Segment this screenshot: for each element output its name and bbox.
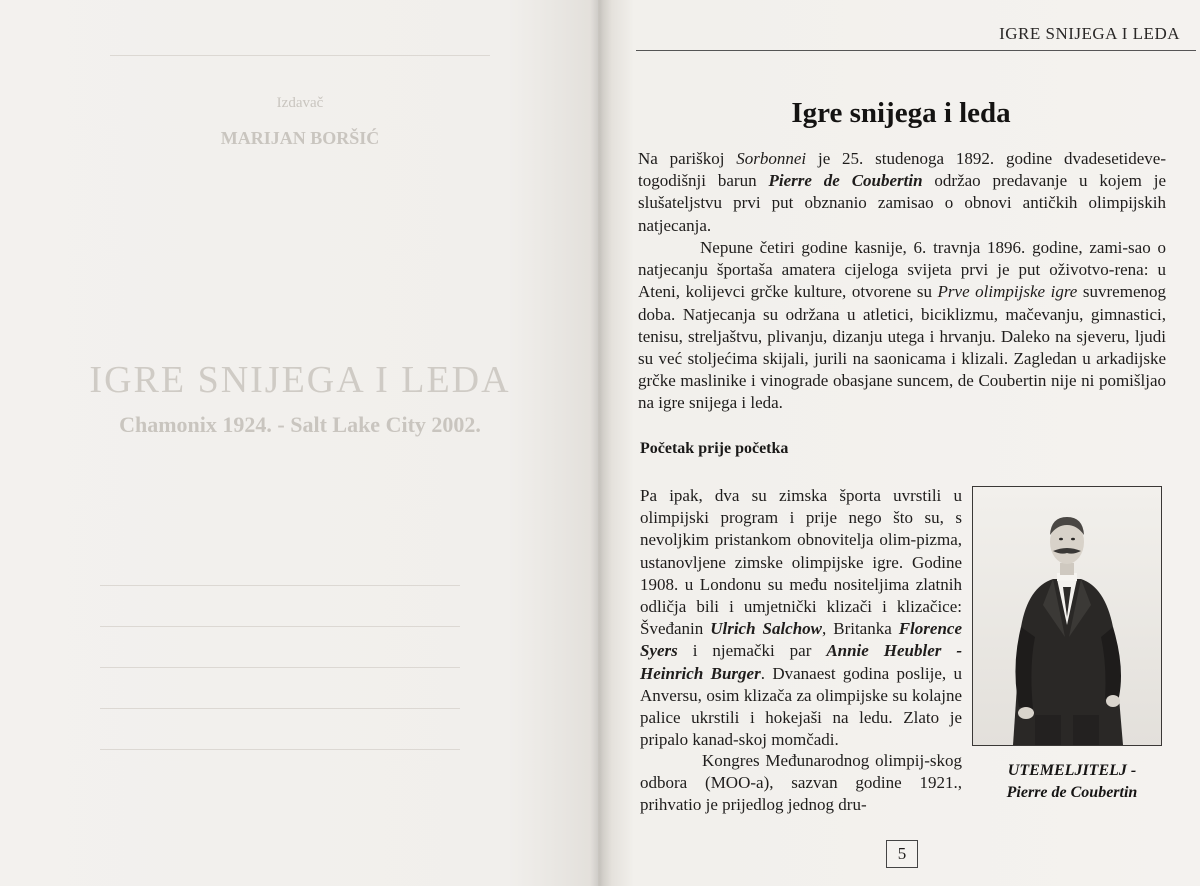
left-ghost-lines — [110, 45, 490, 56]
book-gutter — [590, 0, 612, 886]
photo-caption — [972, 760, 1172, 804]
p3-text-g: . Dvanaest godina poslije, u Anversu, osim klizača za olimpijske su kolajne palice ukrstili i hokejaši na ledu. Zlato je pripalo kanad-skoj momčadi. — [640, 663, 962, 750]
header-rule — [636, 50, 1196, 51]
paragraph-3 — [640, 485, 962, 751]
left-author: MARIJAN BORŠIĆ — [220, 128, 380, 148]
left-book-title: IGRE SNIJEGA I LEDA — [89, 359, 511, 401]
p2-text-a: Nepune četiri godine kasnije, 6. travnja 1896. godine, zami-sao o natjecanju športaša amatera cijeloga svijeta prvi je put oživotvo-rena: u Ateni, kolijevci grčke kulture, otvorene su — [638, 238, 1166, 302]
p2-text-c: suvremenog doba. Natjecanja su održana u atletici, biciklizmu, mačevanju, gimnastici, tenisu, streljaštvu, plivanju, dizanju utega i hrvanju. Daleko na sjeveru, ljudi su već stoljećima skijali, jurili na saonicama i klizali. Zagledan u arkadijske grčke maslinike i vinograde obasjane suncem, de Coubertin nije ni pomišljao na igre snijega i leda. — [638, 282, 1166, 413]
paragraph-4: Kongres Međunarodnog olimpij-skog odbora (MOO-a), sazvan godine 1921., prihvatio je prijedlog jednog dru- — [640, 751, 962, 815]
left-page — [0, 0, 598, 886]
p1-text-c: je 25. studenoga 1892. godine dvadesetideve-togodišnji barun — [638, 149, 1167, 191]
caption-line-2: Pierre de Coubertin — [1006, 784, 1138, 801]
left-subtitle: Chamonix 1924. - Salt Lake City 2002. — [119, 412, 481, 437]
portrait-illustration — [973, 487, 1161, 745]
p3-salchow: Ulrich Salchow — [710, 619, 823, 639]
coubertin-photo — [972, 486, 1162, 746]
p3-text-a: Pa ipak, dva su zimska športa uvrstili u olimpijski program i prije nego što su, s nevoljkim pristankom obnovitelja olim-pizma, ustanovljene zimske olimpijske igre. Godine 1908. u Londonu su među nositeljima zlatnih odličja bili i umjetnički klizači i klizačice: Šveđanin — [640, 486, 962, 639]
paragraph-2 — [638, 237, 1166, 415]
subheading: Početak prije početka — [640, 440, 789, 457]
p1-coubertin: Pierre de Coubertin — [768, 171, 923, 191]
p1-text-a: Na pariškoj — [638, 149, 737, 168]
p1-sorbonne: Sorbonnei — [736, 149, 807, 168]
p2-prve-igre: Prve olimpijske igre — [937, 282, 1078, 302]
paragraph-1 — [638, 148, 1166, 237]
p3-text-e: i njemački par — [677, 641, 827, 661]
running-head: IGRE SNIJEGA I LEDA — [999, 24, 1180, 43]
left-publisher-label: Izdavač — [276, 95, 324, 111]
p3-heubler-burger: Annie Heubler - Heinrich Burger — [640, 641, 962, 683]
left-ghost-imprint — [100, 575, 460, 795]
caption-line-1: UTEMELJITELJ - — [1007, 762, 1137, 779]
chapter-title: Igre snijega i leda — [791, 97, 1011, 129]
page-number: 5 — [886, 840, 918, 868]
p3-text-c: , Britanka — [822, 619, 899, 639]
p1-text-e: održao predavanje u kojem je slušateljstvu prvi put obznanio zamisao o obnovi antičkih olimpijskih natjecanja. — [638, 171, 1166, 235]
p3-syers: Florence Syers — [640, 619, 962, 661]
